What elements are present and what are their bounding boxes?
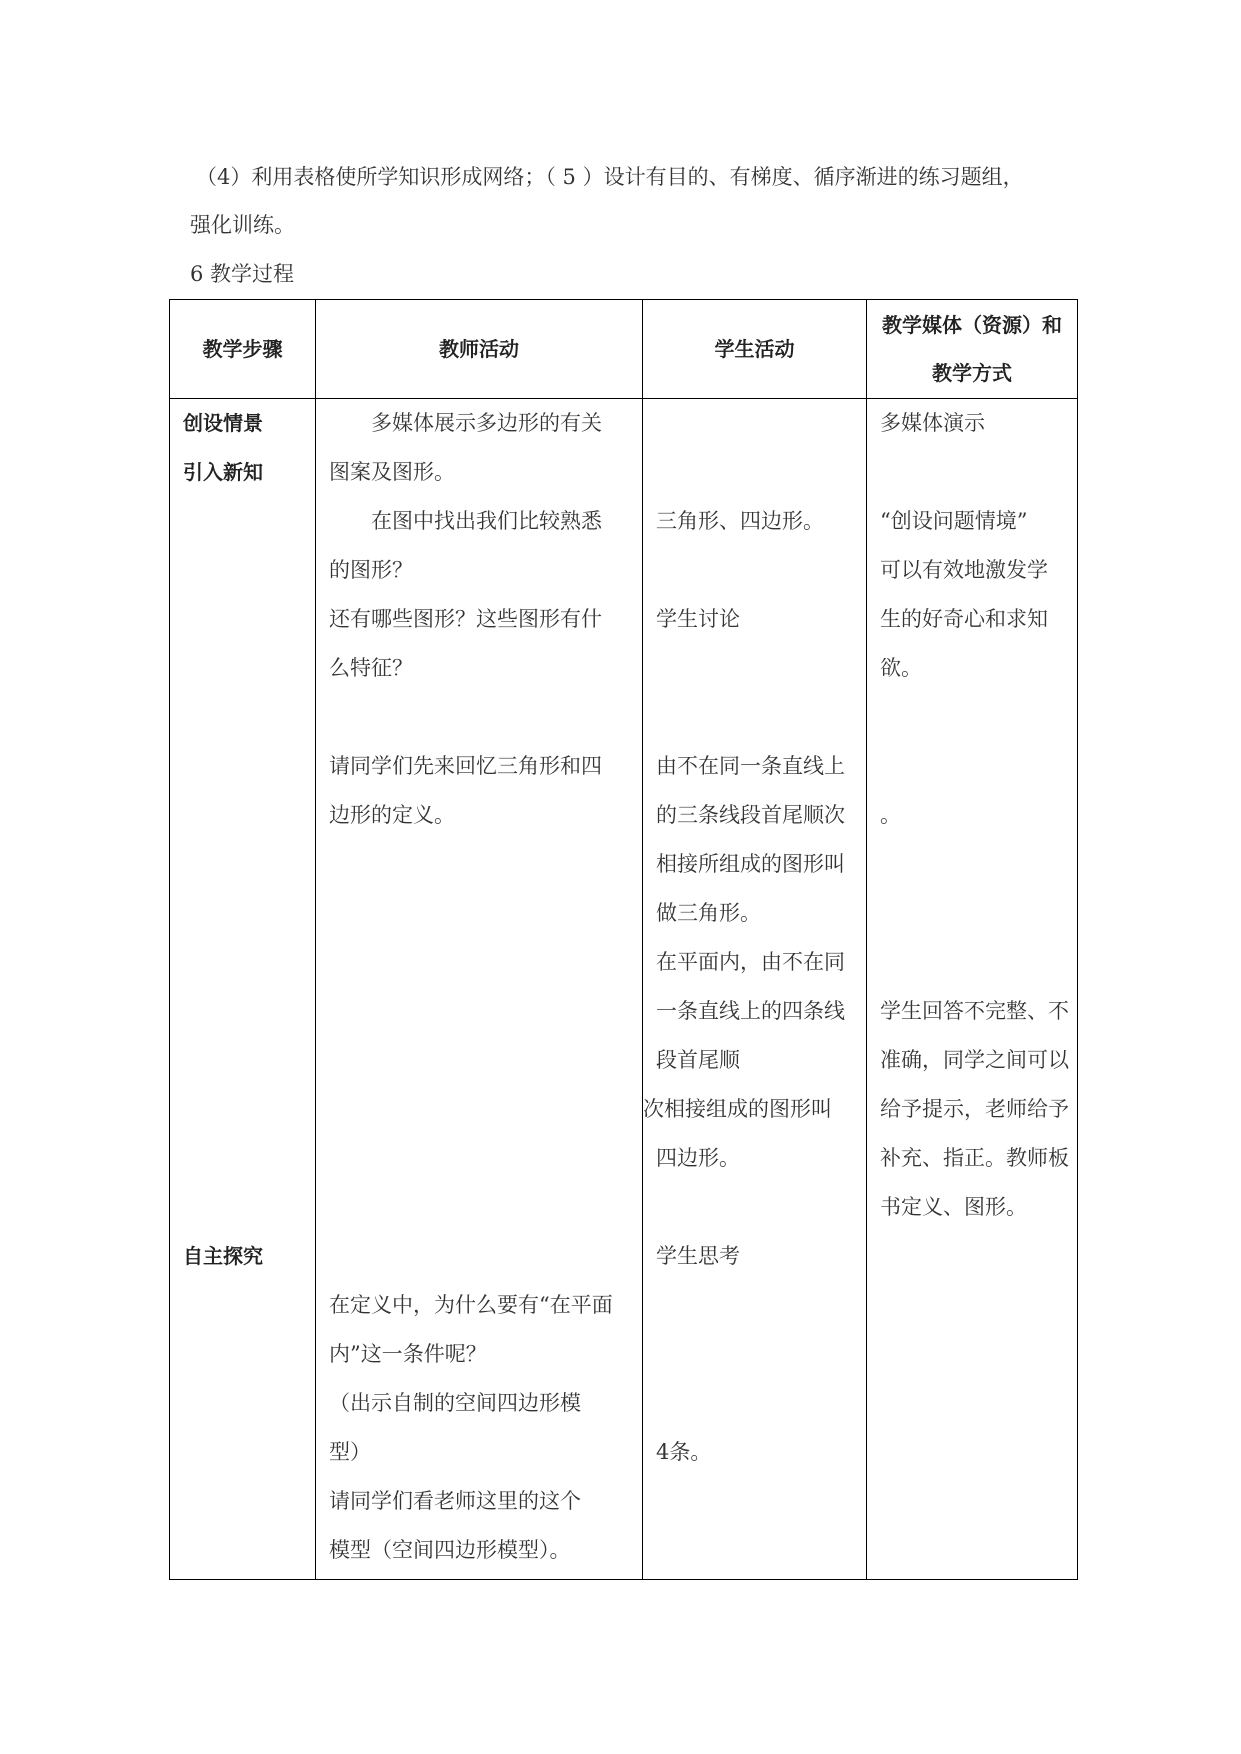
cell-line <box>316 987 642 1036</box>
cell-line: 准确，同学之间可以 <box>880 1048 1069 1072</box>
cell-line <box>643 448 866 497</box>
cell-line <box>316 1183 642 1232</box>
cell-line <box>867 938 1077 987</box>
cell-line <box>643 399 866 448</box>
cell-line: 还有哪些图形？这些图形有什 <box>329 607 602 631</box>
header-media <box>867 300 1078 399</box>
table-header-row <box>170 300 1078 399</box>
intro-paragraph-line1: （4）利用表格使所学知识形成网络；（ 5 ）设计有目的、有梯度、循序渐进的练习题组， <box>196 165 1024 189</box>
cell-line: 次相接组成的图形叫 <box>643 1097 832 1121</box>
cell-line: 4条。 <box>656 1440 712 1464</box>
cell-line <box>170 693 315 742</box>
teacher-activity-cell <box>316 399 643 1580</box>
cell-line <box>867 693 1077 742</box>
cell-line: 在定义中，为什么要有“在平面 <box>329 1293 613 1317</box>
cell-line <box>316 938 642 987</box>
cell-line: 型） <box>329 1440 371 1464</box>
cell-line <box>170 546 315 595</box>
cell-line <box>170 1134 315 1183</box>
cell-line: 给予提示，老师给予 <box>880 1097 1069 1121</box>
cell-line: 段首尾顺 <box>656 1048 740 1072</box>
cell-line: 图案及图形。 <box>329 460 455 484</box>
cell-line: 内”这一条件呢？ <box>329 1342 487 1366</box>
cell-line <box>643 1330 866 1379</box>
cell-line: 多媒体展示多边形的有关 <box>329 411 602 435</box>
cell-line: 的三条线段首尾顺次 <box>656 803 845 827</box>
cell-line <box>643 1379 866 1428</box>
header-step: 教学步骤 <box>170 300 316 399</box>
header-media-line1: 教学媒体（资源）和 <box>882 313 1062 337</box>
cell-line <box>643 693 866 742</box>
cell-line <box>170 1183 315 1232</box>
cell-line <box>170 791 315 840</box>
cell-line <box>170 644 315 693</box>
cell-line <box>867 889 1077 938</box>
cell-line: 在平面内，由不在同 <box>656 950 845 974</box>
cell-line: 边形的定义。 <box>329 803 455 827</box>
cell-line: （出示自制的空间四边形模 <box>329 1391 581 1415</box>
cell-line <box>170 889 315 938</box>
teaching-process-table <box>169 299 1078 1580</box>
cell-line: 做三角形。 <box>656 901 761 925</box>
cell-line: 多媒体演示 <box>880 411 985 435</box>
cell-line: 创设情景 <box>183 411 263 435</box>
cell-line: 欲。 <box>880 656 922 680</box>
cell-line: 三角形、四边形。 <box>656 509 824 533</box>
header-media-line2: 教学方式 <box>932 361 1012 385</box>
cell-line: 引入新知 <box>183 460 263 484</box>
cell-line <box>867 742 1077 791</box>
cell-line <box>170 742 315 791</box>
cell-line: 相接所组成的图形叫 <box>656 852 845 876</box>
cell-line <box>316 1036 642 1085</box>
cell-line: 学生回答不完整、不 <box>880 999 1069 1023</box>
cell-line <box>170 1085 315 1134</box>
cell-line <box>316 889 642 938</box>
cell-line: 么特征？ <box>329 656 413 680</box>
cell-line <box>170 595 315 644</box>
media-cell <box>867 399 1078 1580</box>
table-row <box>170 399 1078 1580</box>
section-heading: 6 教学过程 <box>190 262 295 286</box>
cell-line: 补充、指正。教师板 <box>880 1146 1069 1170</box>
cell-line <box>867 840 1077 889</box>
header-student-activity: 学生活动 <box>643 300 867 399</box>
cell-line <box>867 448 1077 497</box>
cell-line: 。 <box>880 803 901 827</box>
cell-line <box>643 546 866 595</box>
cell-line: 四边形。 <box>656 1146 740 1170</box>
cell-line: 由不在同一条直线上 <box>656 754 845 778</box>
cell-line: 自主探究 <box>183 1244 263 1268</box>
cell-line <box>316 1085 642 1134</box>
cell-line <box>643 644 866 693</box>
cell-line: 一条直线上的四条线 <box>656 999 845 1023</box>
cell-line <box>170 1036 315 1085</box>
cell-line: 在图中找出我们比较熟悉 <box>329 509 602 533</box>
cell-line <box>316 693 642 742</box>
step-cell <box>170 399 316 1580</box>
cell-line: 学生讨论 <box>656 607 740 631</box>
cell-line: 请同学们看老师这里的这个 <box>329 1489 581 1513</box>
cell-line <box>316 1134 642 1183</box>
cell-line <box>170 938 315 987</box>
intro-paragraph-line2: 强化训练。 <box>190 213 295 237</box>
cell-line: 请同学们先来回忆三角形和四 <box>329 754 602 778</box>
cell-line <box>643 1281 866 1330</box>
cell-line <box>316 1232 642 1281</box>
cell-line: 的图形？ <box>329 558 413 582</box>
cell-line: 可以有效地激发学 <box>880 558 1048 582</box>
cell-line: “创设问题情境” <box>880 509 1028 533</box>
cell-line: 模型（空间四边形模型）。 <box>329 1538 571 1562</box>
header-teacher-activity: 教师活动 <box>316 300 643 399</box>
cell-line <box>316 840 642 889</box>
student-activity-cell <box>643 399 867 1580</box>
cell-line: 生的好奇心和求知 <box>880 607 1048 631</box>
cell-line: 书定义、图形。 <box>880 1195 1027 1219</box>
cell-line: 学生思考 <box>656 1244 740 1268</box>
cell-line <box>170 497 315 546</box>
cell-line <box>170 987 315 1036</box>
cell-line <box>643 1183 866 1232</box>
cell-line <box>170 840 315 889</box>
